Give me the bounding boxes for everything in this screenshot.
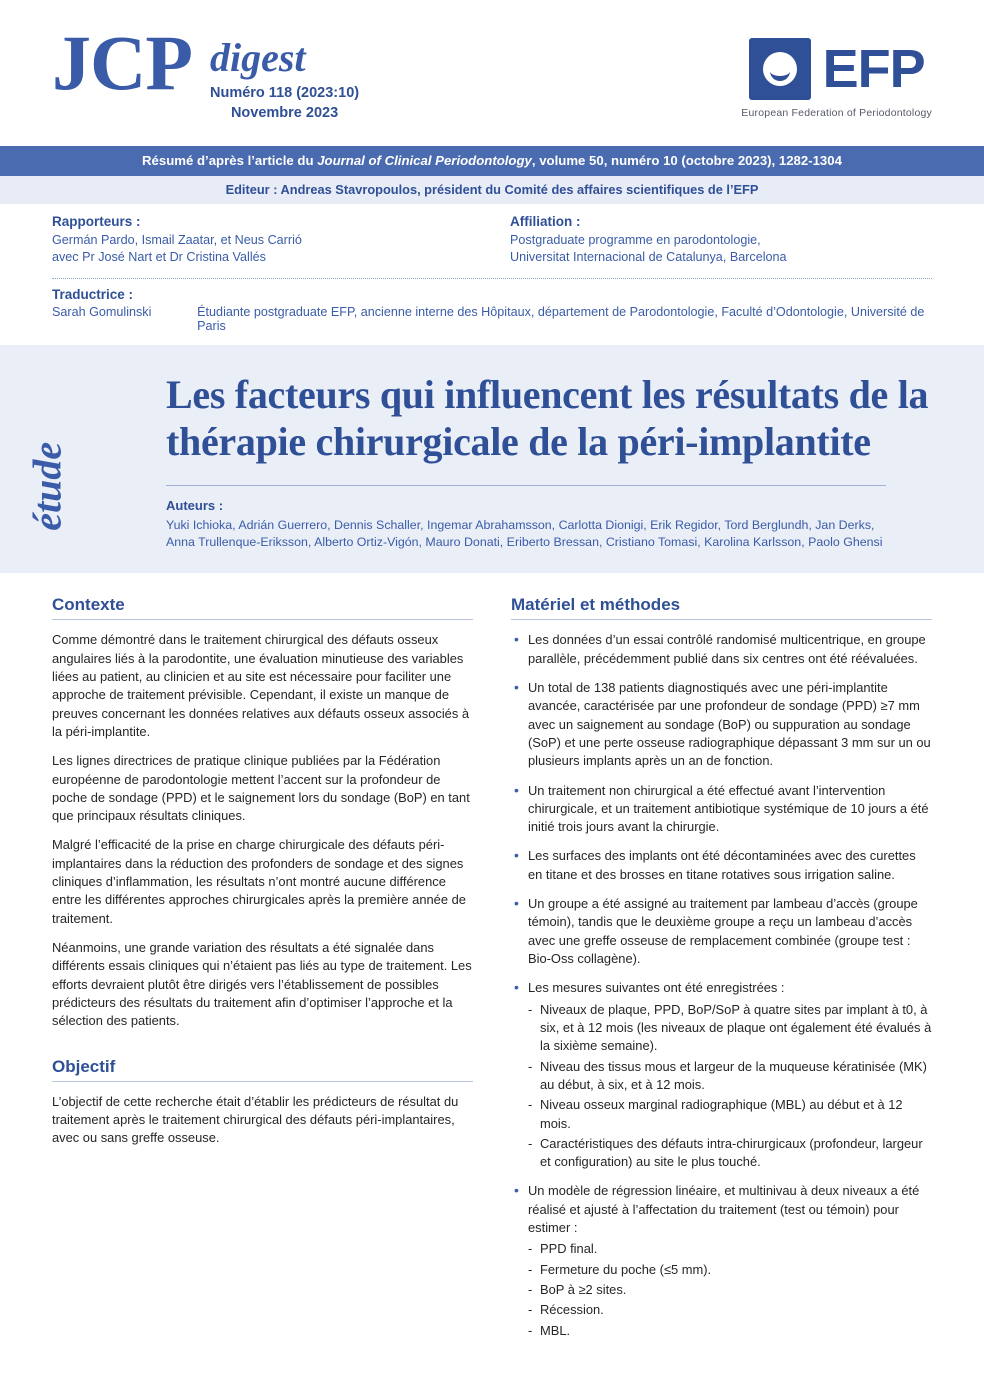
reporters-line-2: avec Pr José Nart et Dr Cristina Vallés xyxy=(52,249,266,264)
source-prefix: Résumé d’après l’article du xyxy=(142,153,318,168)
efp-full-name: European Federation of Periodontology xyxy=(741,107,932,119)
sub-list-item: - Niveau des tissus mous et largeur de la muqueuse kératinisée (MK) au début, à six, et à 12 mois. xyxy=(528,1058,932,1095)
masthead xyxy=(0,0,984,146)
translator-description: Étudiante postgraduate EFP, ancienne interne des Hôpitaux, département de Parodontologie, Faculté d’Odontologie, Université de Paris xyxy=(197,304,925,333)
bullet-text: Un modèle de régression linéaire, et multinivau à deux niveaux a été réalisé et ajusté à l’affectation du traitement (test ou témoin) pour estimer : xyxy=(528,1183,920,1236)
list-item xyxy=(511,895,932,968)
list-item xyxy=(511,631,932,668)
list-item xyxy=(511,847,932,884)
issue-info xyxy=(210,84,359,123)
source-suffix: , volume 50, numéro 10 (octobre 2023), 1282-1304 xyxy=(531,153,842,168)
efp-logo xyxy=(741,26,932,119)
bullet-text: Un total de 138 patients diagnostiqués avec une péri-implantite avancée, caractérisée par une profondeur de sondage (PPD) ≥7 mm avec un saignement au sondage (BoP) ou suppuration au sondage (SoP) et une perte osseuse radiographique dépassant 3 mm sur un ou plusieurs implants après un an de fonction. xyxy=(528,679,931,769)
list-item xyxy=(511,979,932,1171)
affiliation-column xyxy=(492,214,932,266)
affiliation-line-2: Universitat Internacional de Catalunya, Barcelona xyxy=(510,249,787,264)
context-heading: Contexte xyxy=(52,595,125,615)
authors-line-1: Yuki Ichioka, Adrián Guerrero, Dennis Schaller, Ingemar Abrahamsson, Carlotta Dionigi, Erik Regidor, Tord Berglundh, Jan Derks, xyxy=(166,518,875,533)
jcp-logo-text: JCP xyxy=(52,19,192,106)
efp-logo-row xyxy=(749,38,925,100)
efp-smile-icon xyxy=(749,38,811,100)
list-item xyxy=(511,1182,932,1340)
sub-list-item: - Fermeture du poche (≤5 mm). xyxy=(528,1261,932,1279)
reporters-label: Rapporteurs : xyxy=(52,214,141,229)
credits-block xyxy=(0,204,984,270)
title-divider xyxy=(166,485,886,486)
reporters-line-1: Germán Pardo, Ismail Zaatar, et Neus Carrió xyxy=(52,233,302,247)
context-paragraph: Néanmoins, une grande variation des résultats a été signalée dans différents essais cliniques qui n’étaient pas liés au type de traitement. Les efforts devraient plutôt être dirigés vers l’établissement de possibles prédicteurs des résultats du traitement afin d’optimiser l’approche et la sélection des patients. xyxy=(52,940,472,1029)
brand-right xyxy=(210,26,359,123)
affiliation-label: Affiliation : xyxy=(510,214,581,229)
sub-list-item: - Niveaux de plaque, PPD, BoP/SoP à quatre sites par implant à t0, à six, et à 12 mois (les niveaux de plaque ont également été évalués à la sixième semaine). xyxy=(528,1001,932,1056)
methods-heading: Matériel et méthodes xyxy=(511,595,681,615)
authors-label: Auteurs : xyxy=(166,498,224,514)
methods-heading-rule xyxy=(511,619,932,620)
authors-line-2: Anna Trullenque-Eriksson, Alberto Ortiz-Vigón, Mauro Donati, Eriberto Bressan, Cristiano Tomasi, Karolina Karlsson, Paolo Ghensi xyxy=(166,535,883,550)
list-item xyxy=(511,679,932,771)
sub-list-item: - Récession. xyxy=(528,1301,932,1319)
jcp-digest-brand xyxy=(52,19,360,123)
objective-heading-rule xyxy=(52,1081,473,1082)
translator-block xyxy=(0,279,984,333)
issue-date: Novembre 2023 xyxy=(230,104,339,121)
translator-label: Traductrice : xyxy=(52,286,134,302)
bullet-text: Les données d’un essai contrôlé randomisé multicentrique, en groupe parallèle, précédemment publié dans six centres ont été réévaluées. xyxy=(528,632,926,666)
digest-wordmark: digest xyxy=(209,35,306,80)
left-column xyxy=(52,595,473,1351)
context-paragraph: Les lignes directrices de pratique clinique publiées par la Fédération européenne de parodontologie mettent l’accent sur la profondeur de poche de sondage (PPD) et le saignement lors du sondage (BoP) en tant que principaux résultats cliniques. xyxy=(52,753,470,824)
editor-bar: Editeur : Andreas Stavropoulos, président du Comité des affaires scientifiques de l’EFP xyxy=(0,176,984,204)
sub-list xyxy=(528,1001,932,1172)
issue-number: Numéro 118 (2023:10) xyxy=(209,85,360,101)
page-title: Les facteurs qui influencent les résultats de la thérapie chirurgicale de la péri-implantite xyxy=(166,371,929,464)
sub-list-item: - PPD final. xyxy=(528,1240,932,1258)
title-block xyxy=(0,345,984,574)
source-bar xyxy=(0,146,984,176)
bullet-text: Les mesures suivantes ont été enregistrées : xyxy=(528,980,785,996)
methods-bullet-list xyxy=(511,631,932,1340)
reporters-column xyxy=(52,214,492,266)
right-column xyxy=(511,595,932,1351)
sub-list-item: - Niveau osseux marginal radiographique (MBL) au début et à 12 mois. xyxy=(528,1096,932,1133)
objective-paragraph: L’objectif de cette recherche était d’établir les prédicteurs de résultat du traitement après le traitement chirurgical des défauts péri-implantaires, avec ou sans greffe osseuse. xyxy=(52,1093,459,1146)
affiliation-line-1: Postgraduate programme en parodontologie, xyxy=(510,233,761,247)
context-paragraph: Malgré l’efficacité de la prise en charge chirurgicale des défauts péri-implantaires dans la réduction des profonders de sondage et des signes cliniques d’inflammation, les résultats n’ont montré aucune différence entre les différentes approches chirurgicales après la première année de traitement. xyxy=(52,837,466,926)
section-kicker: étude xyxy=(24,441,70,531)
objective-heading: Objectif xyxy=(52,1056,116,1076)
context-heading-rule xyxy=(52,619,473,620)
bullet-text: Un traitement non chirurgical a été effectué avant l’intervention chirurgicale, et un traitement antibiotique systémique de 10 jours a été initié trois jours avant la chirurgie. xyxy=(528,782,929,835)
sub-list-item: - BoP à ≥2 sites. xyxy=(528,1281,932,1299)
context-paragraph: Comme démontré dans le traitement chirurgical des défauts osseux angulaires liés à la parodontite, une évaluation minutieuse des variables liées au patient, au clinicien et au site est nécessaire pour faciliter une approche de traitement prévisible. Cependant, il existe un manque de preuves concernant les données relatives aux défauts osseux associés à la péri-implantite. xyxy=(52,632,470,739)
efp-abbreviation: EFP xyxy=(822,39,925,99)
bullet-text: Les surfaces des implants ont été décontaminées avec des curettes en titane et des brosses en titane rotatives sous irrigation saline. xyxy=(528,848,916,882)
list-item xyxy=(511,782,932,837)
article-body xyxy=(0,573,984,1351)
bullet-text: Un groupe a été assigné au traitement par lambeau d’accès (groupe témoin), tandis que le deuxième groupe a reçu un lambeau d’accès avec une greffe osseuse de remplacement combinée (groupe test : Bio-Oss collagène). xyxy=(528,896,918,967)
translator-name: Sarah Gomulinski xyxy=(52,304,152,319)
sub-list-item: - Caractéristiques des défauts intra-chirurgicaux (profondeur, largeur et configuration) au site le plus touché. xyxy=(528,1135,932,1172)
sub-list-item: - MBL. xyxy=(528,1322,932,1340)
sub-list xyxy=(528,1240,932,1340)
translator-row xyxy=(52,305,932,333)
title-main xyxy=(166,371,932,552)
source-journal: Journal of Clinical Periodontology xyxy=(317,153,532,168)
